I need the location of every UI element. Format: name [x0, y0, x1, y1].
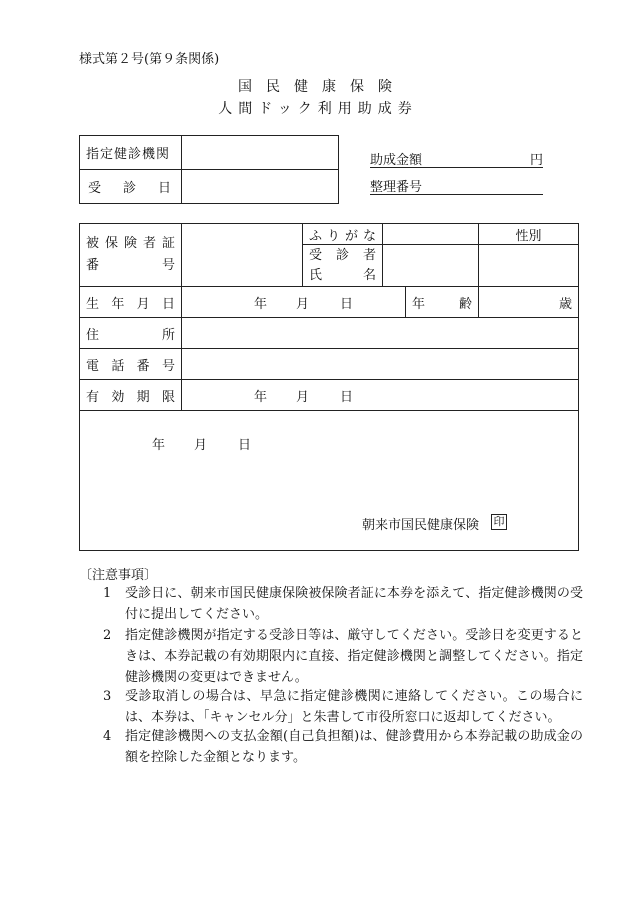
- phone-label-cell: [80, 349, 182, 380]
- seal-text: 印: [493, 515, 505, 528]
- dob-field[interactable]: [182, 287, 406, 318]
- note-3: [79, 686, 584, 728]
- exam-date-field[interactable]: [182, 170, 339, 204]
- designated-institution-label: 指定健診機関: [80, 136, 182, 170]
- insurance-card-label: 被 保 険 者 証 番 号: [80, 224, 182, 287]
- title-line-2: 人間ドック利用助成券: [218, 101, 418, 117]
- reference-number-field[interactable]: [370, 176, 543, 195]
- note-2-number: 2: [103, 628, 112, 643]
- issue-year: 年: [152, 438, 166, 453]
- seal-box: [491, 514, 507, 530]
- age-unit: 歳: [559, 296, 573, 312]
- validity-month: 月: [296, 389, 310, 405]
- issue-day: 日: [238, 438, 252, 453]
- institution-table: [79, 135, 339, 204]
- issuer: 朝来市国民健康保険: [362, 518, 480, 533]
- furigana-field[interactable]: [383, 224, 479, 245]
- note-4-text: 指定健診機関への支払金額(自己負担額)は、健診費用から本券記載の助成金の額を控除した金額となります。: [125, 729, 583, 765]
- furigana-label: ふ り が な: [309, 228, 376, 244]
- subsidy-amount-field[interactable]: [370, 149, 543, 168]
- gender-label: 性別: [515, 228, 542, 244]
- form-number: 様式第２号(第９条関係): [79, 52, 220, 67]
- validity-field[interactable]: [182, 380, 579, 411]
- gender-label-cell: [479, 224, 579, 245]
- furigana-label-cell: [303, 224, 383, 245]
- insurance-card-label-2: 番 号: [86, 258, 175, 273]
- age-label: 年 齢: [412, 296, 473, 312]
- dob-year: 年: [254, 296, 268, 312]
- note-4-number: 4: [103, 729, 112, 744]
- address-label-cell: [80, 318, 182, 349]
- note-3-number: 3: [103, 689, 112, 704]
- phone-label: 電 話 番 号: [86, 358, 175, 374]
- gender-field[interactable]: [479, 245, 579, 287]
- note-2-text: 指定健診機関が指定する受診日等は、厳守してください。受診日を変更するときは、本券記載の有効期限内に直接、指定健診機関と調整してください。指定健診機関の変更はできません。: [125, 628, 583, 685]
- issue-area: [80, 411, 579, 551]
- name-field[interactable]: [383, 245, 479, 287]
- dob-month: 月: [296, 296, 310, 312]
- address-field[interactable]: [182, 318, 579, 349]
- note-4: [79, 726, 584, 768]
- applicant-table: [79, 223, 579, 551]
- yen-unit: 円: [529, 153, 543, 168]
- note-3-text: 受診取消しの場合は、早急に指定健診機関に連絡してください。この場合には、本券は、「キャンセル分」と朱書して市役所窓口に返却してください。: [125, 689, 583, 725]
- examinee-name-label: 受 診 者 氏 名: [303, 245, 383, 287]
- insurance-card-number-field[interactable]: [182, 224, 303, 287]
- validity-label-cell: [80, 380, 182, 411]
- dob-day: 日: [340, 296, 354, 312]
- note-1-number: 1: [103, 586, 112, 601]
- title-line-1: 国民健康保険: [238, 79, 406, 95]
- age-label-cell: [406, 287, 479, 318]
- note-1-text: 受診日に、朝来市国民健康保険被保険者証に本券を添えて、指定健診機関の受付に提出してください。: [125, 586, 583, 622]
- note-1: [79, 583, 584, 625]
- age-field[interactable]: [479, 287, 579, 318]
- issue-date: [152, 434, 251, 453]
- reference-number-label: 整理番号: [370, 180, 423, 195]
- dob-label-cell: [80, 287, 182, 318]
- address-label: 住 所: [86, 327, 175, 343]
- exam-date-label-cell: [80, 170, 182, 204]
- issue-month: 月: [194, 438, 208, 453]
- validity-label: 有 効 期 限: [86, 389, 175, 405]
- dob-label: 生 年 月 日: [86, 296, 175, 312]
- validity-day: 日: [340, 389, 354, 405]
- note-2: [79, 625, 584, 688]
- exam-date-label: 受 診 日: [88, 181, 171, 196]
- designated-institution-field[interactable]: [182, 136, 339, 170]
- validity-year: 年: [254, 389, 268, 405]
- subsidy-amount-label: 助成金額: [370, 153, 423, 168]
- notes-heading: 〔注意事項〕: [79, 568, 158, 583]
- phone-field[interactable]: [182, 349, 579, 380]
